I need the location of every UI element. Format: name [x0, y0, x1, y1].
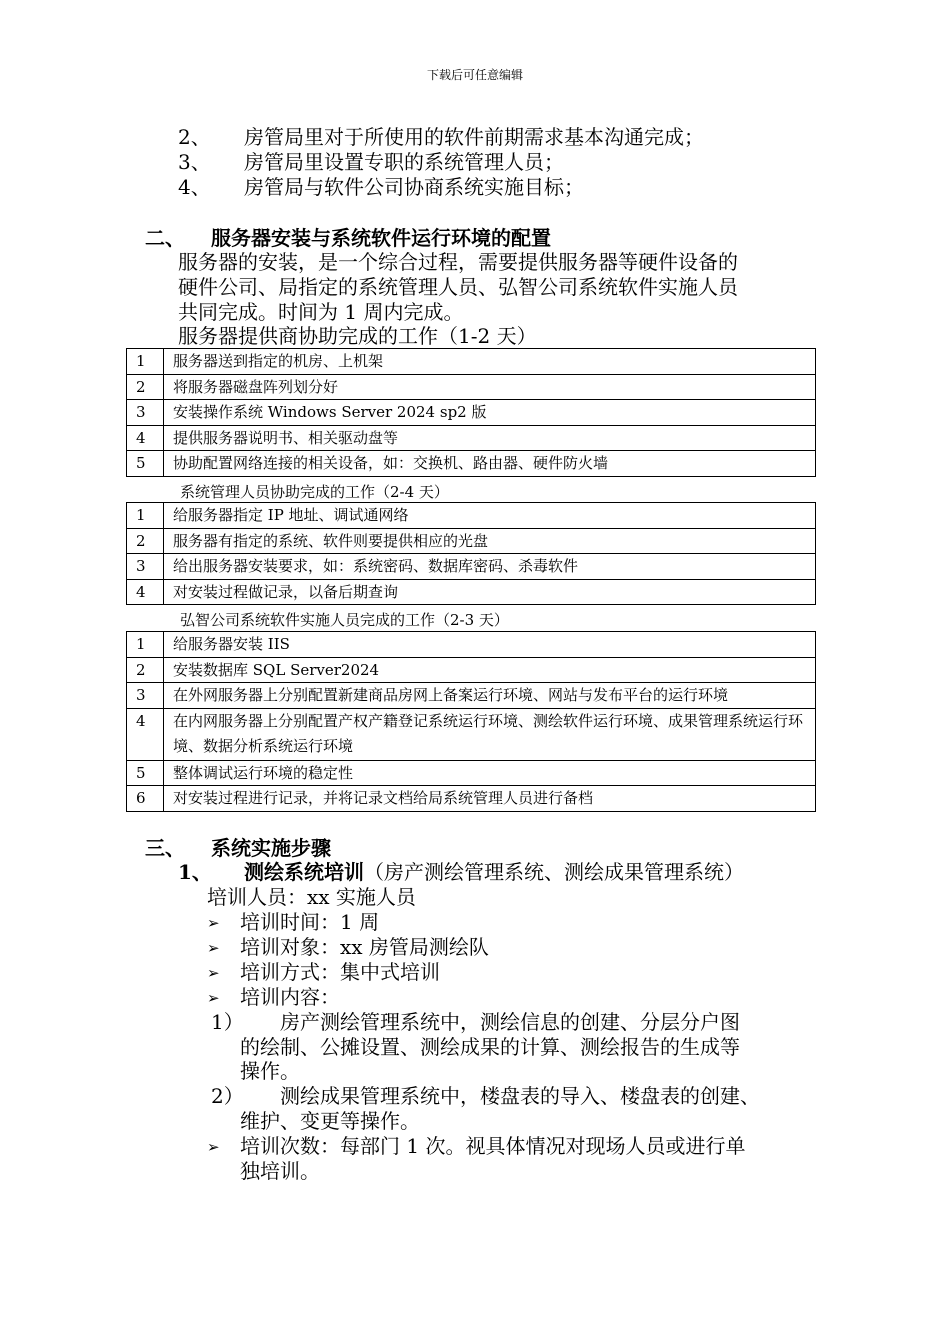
arrow-bullet-icon: ➢: [207, 1138, 220, 1156]
row-text: 整体调试运行环境的稳定性: [164, 760, 816, 786]
table-row: [127, 349, 816, 375]
bullet-text: 培训内容：: [240, 985, 340, 1009]
arrow-bullet-icon: ➢: [207, 939, 220, 957]
subsection-number: 1、: [178, 860, 212, 884]
content-item-line: 的绘制、公摊设置、测绘成果的计算、测绘报告的生成等: [240, 1035, 740, 1059]
sysadmin-table: [126, 502, 816, 605]
bullet-text: 培训次数：每部门 1 次。视具体情况对现场人员或进行单: [240, 1134, 746, 1158]
table-row: [127, 786, 816, 812]
row-number: 5: [127, 760, 164, 786]
row-number: 3: [127, 400, 164, 426]
table-row: [127, 579, 816, 605]
row-number: 3: [127, 683, 164, 709]
arrow-bullet-icon: ➢: [207, 989, 220, 1007]
section-number: 二、: [145, 226, 185, 250]
row-text: 协助配置网络连接的相关设备，如：交换机、路由器、硬件防火墙: [164, 451, 816, 477]
table-row: [127, 683, 816, 709]
row-number: 2: [127, 374, 164, 400]
table-caption: 弘智公司系统软件实施人员完成的工作（2-3 天）: [180, 611, 509, 629]
table-row: [127, 708, 816, 760]
table-row: [127, 503, 816, 529]
list-item-text: 房管局里对于所使用的软件前期需求基本沟通完成；: [244, 125, 704, 149]
row-text: 给出服务器安装要求，如：系统密码、数据库密码、杀毒软件: [164, 554, 816, 580]
list-item-num: 2、: [178, 125, 211, 149]
row-text: 提供服务器说明书、相关驱动盘等: [164, 425, 816, 451]
row-text: 将服务器磁盘阵列划分好: [164, 374, 816, 400]
subsection-title: 测绘系统培训: [244, 860, 364, 884]
paragraph-line: 共同完成。时间为 1 周内完成。: [178, 300, 464, 324]
implementation-table: [126, 631, 816, 812]
list-item-text: 房管局里设置专职的系统管理人员；: [244, 150, 564, 174]
row-number: 2: [127, 528, 164, 554]
row-text: 服务器送到指定的机房、上机架: [164, 349, 816, 375]
content-item-number: 1）: [211, 1010, 244, 1034]
bullet-text: 培训方式：集中式培训: [240, 960, 440, 984]
bullet-text: 培训对象：xx 房管局测绘队: [240, 935, 489, 959]
row-number: 1: [127, 503, 164, 529]
list-item-num: 3、: [178, 150, 211, 174]
table-row: [127, 760, 816, 786]
content-item-number: 2）: [211, 1084, 244, 1108]
subsection-note: （房产测绘管理系统、测绘成果管理系统）: [364, 860, 744, 884]
list-item-num: 4、: [178, 175, 211, 199]
trainer-line: 培训人员：xx 实施人员: [207, 885, 416, 909]
table-caption: 服务器提供商协助完成的工作（1-2 天）: [178, 324, 537, 348]
content-item-line: 房产测绘管理系统中，测绘信息的创建、分层分户图: [280, 1010, 740, 1034]
content-item-line: 测绘成果管理系统中，楼盘表的导入、楼盘表的创建、: [280, 1084, 760, 1108]
table-row: [127, 632, 816, 658]
content-item-line: 维护、变更等操作。: [240, 1109, 420, 1133]
row-number: 4: [127, 708, 164, 760]
row-number: 3: [127, 554, 164, 580]
row-number: 1: [127, 632, 164, 658]
table-row: [127, 400, 816, 426]
row-number: 4: [127, 579, 164, 605]
section-number: 三、: [145, 836, 185, 860]
row-text: 安装数据库 SQL Server2024: [164, 657, 816, 683]
row-number: 2: [127, 657, 164, 683]
paragraph-line: 服务器的安装，是一个综合过程，需要提供服务器等硬件设备的: [178, 250, 738, 274]
table-row: [127, 528, 816, 554]
row-text: 在外网服务器上分别配置新建商品房网上备案运行环境、网站与发布平台的运行环境: [164, 683, 816, 709]
row-text: 给服务器安装 IIS: [164, 632, 816, 658]
table-caption: 系统管理人员协助完成的工作（2-4 天）: [180, 483, 449, 501]
arrow-bullet-icon: ➢: [207, 964, 220, 982]
row-text: 在内网服务器上分别配置产权产籍登记系统运行环境、测绘软件运行环境、成果管理系统运行环境、数据分析系统运行环境: [164, 708, 816, 760]
bullet-text: 独培训。: [240, 1159, 320, 1183]
table-row: [127, 425, 816, 451]
list-item-text: 房管局与软件公司协商系统实施目标；: [244, 175, 584, 199]
row-number: 4: [127, 425, 164, 451]
row-text: 对安装过程做记录，以备后期查询: [164, 579, 816, 605]
content-item-line: 操作。: [240, 1059, 300, 1083]
row-text: 服务器有指定的系统、软件则要提供相应的光盘: [164, 528, 816, 554]
arrow-bullet-icon: ➢: [207, 914, 220, 932]
table-row: [127, 657, 816, 683]
row-text: 安装操作系统 Windows Server 2024 sp2 版: [164, 400, 816, 426]
section-title: 系统实施步骤: [211, 836, 331, 860]
table-row: [127, 554, 816, 580]
bullet-text: 培训时间：1 周: [240, 910, 380, 934]
row-number: 6: [127, 786, 164, 812]
section-title: 服务器安装与系统软件运行环境的配置: [211, 226, 551, 250]
paragraph-line: 硬件公司、局指定的系统管理人员、弘智公司系统软件实施人员: [178, 275, 738, 299]
table-row: [127, 374, 816, 400]
subsection-title-line: [244, 860, 744, 885]
row-text: 给服务器指定 IP 地址、调试通网络: [164, 503, 816, 529]
server-vendor-table: [126, 348, 816, 477]
row-number: 5: [127, 451, 164, 477]
row-number: 1: [127, 349, 164, 375]
row-text: 对安装过程进行记录，并将记录文档给局系统管理人员进行备档: [164, 786, 816, 812]
page-header: 下载后可任意编辑: [426, 68, 523, 82]
table-row: [127, 451, 816, 477]
